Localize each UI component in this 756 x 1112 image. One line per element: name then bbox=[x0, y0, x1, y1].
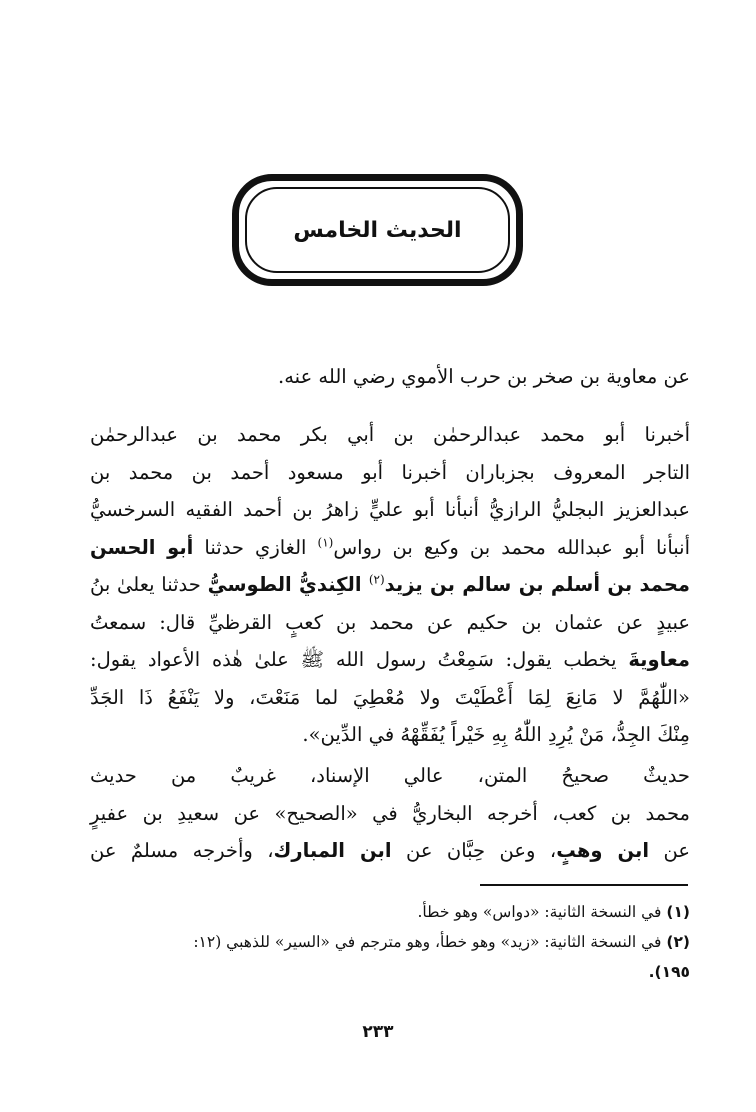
isnad-line-7 bbox=[90, 641, 690, 679]
footnote-2 bbox=[90, 927, 690, 957]
footnote-continuation: ١٩٥). bbox=[648, 963, 690, 981]
footnote-number: (١) bbox=[666, 903, 690, 921]
page-number: ٢٣٣ bbox=[362, 1022, 394, 1042]
title-frame bbox=[232, 174, 523, 286]
footnote-text: في النسخة الثانية: «دواس» وهو خطأ. bbox=[417, 903, 667, 921]
footnote-1 bbox=[90, 897, 690, 927]
footnote-ref-2: (٢) bbox=[368, 572, 385, 587]
footnotes bbox=[90, 897, 690, 987]
grading-text: ، وعن حِبَّان عن bbox=[391, 839, 557, 862]
grading-line-2: محمد بن كعب، أخرجه البخاريُّ في «الصحيح» عن سعيدِ بن عفيرٍ bbox=[90, 801, 690, 825]
chapter-title: الحديث الخامس bbox=[293, 217, 462, 243]
narrator-name: ابن المبارك bbox=[273, 839, 392, 862]
narrator-name: أبو الحسن bbox=[90, 535, 194, 559]
intro-paragraph bbox=[90, 358, 690, 396]
footnote-divider bbox=[480, 884, 688, 886]
grading-line-1: حديثٌ صحيحُ المتن، عالي الإسناد، غريبٌ من حديث bbox=[90, 764, 690, 787]
narrator-nisba: الكِنديُّ الطوسيُّ bbox=[207, 573, 369, 596]
isnad-line-1: أخبرنا أبو محمد عبدالرحمٰن بن أبي بكر محمد بن عبدالرحمٰن bbox=[90, 423, 690, 446]
footnote-2-continued bbox=[90, 957, 690, 987]
isnad-text: الغازي حدثنا bbox=[193, 535, 318, 559]
narrator-name: ابن وهبٍ bbox=[556, 839, 650, 862]
footnote-number: (٢) bbox=[666, 933, 690, 951]
footnote-text: في النسخة الثانية: «زيد» وهو خطأ، وهو مترجم في «السير» للذهبي (١٢: bbox=[193, 933, 667, 951]
isnad-paragraph bbox=[90, 416, 690, 754]
isnad-text: يخطب يقول: سَمِعْتُ رسول الله ﷺ علىٰ هٰذه الأعواد يقول: bbox=[90, 648, 629, 671]
isnad-text: أنبأنا أبو عبدالله محمد بن وكيع بن رواس bbox=[333, 535, 690, 559]
companion-name: معاويةَ bbox=[628, 648, 690, 671]
intro-line: عن معاوية بن صخر بن حرب الأموي رضي الله عنه. bbox=[278, 365, 690, 388]
isnad-line-6: عبيدٍ عن عثمان بن حكيم عن محمد بن كعبٍ القرظيِّ قال: سمعتُ bbox=[90, 610, 690, 634]
grading-text: ، وأخرجه مسلمٌ عن bbox=[90, 839, 274, 862]
isnad-text: حدثنا يعلىٰ بنُ bbox=[90, 573, 208, 596]
narrator-name: محمد بن أسلم بن سالم بن يزيد bbox=[384, 573, 691, 596]
hadith-text-line-2: مِنْكَ الجِدُّ، مَنْ يُرِدِ اللّٰهُ بِهِ خَيْراً يُفَقِّهْهُ في الدِّين». bbox=[302, 723, 690, 746]
grading-text: عن bbox=[649, 839, 690, 862]
isnad-line-3: عبدالعزيز البجليُّ الرازيُّ أنبأنا أبو عليٍّ زاهرُ بن أحمد الفقيه السرخسيُّ bbox=[90, 498, 690, 521]
isnad-line-2: التاجر المعروف بجزباران أخبرنا أبو مسعود أحمد بن محمد بن bbox=[90, 460, 690, 484]
isnad-line-5 bbox=[90, 566, 690, 604]
title-inner-frame bbox=[245, 187, 510, 273]
grading-paragraph bbox=[90, 757, 690, 870]
isnad-line-4 bbox=[90, 529, 690, 567]
grading-line-3 bbox=[90, 832, 690, 870]
footnote-ref-1: (١) bbox=[317, 535, 334, 549]
hadith-text-line-1: «اللّٰهُمَّ لا مَانِعَ لِمَا أَعْطَيْتَ ولا مُعْطِيَ لما مَنَعْتَ، ولا يَنْفَعُ ذَا الجَدِّ bbox=[90, 685, 690, 709]
